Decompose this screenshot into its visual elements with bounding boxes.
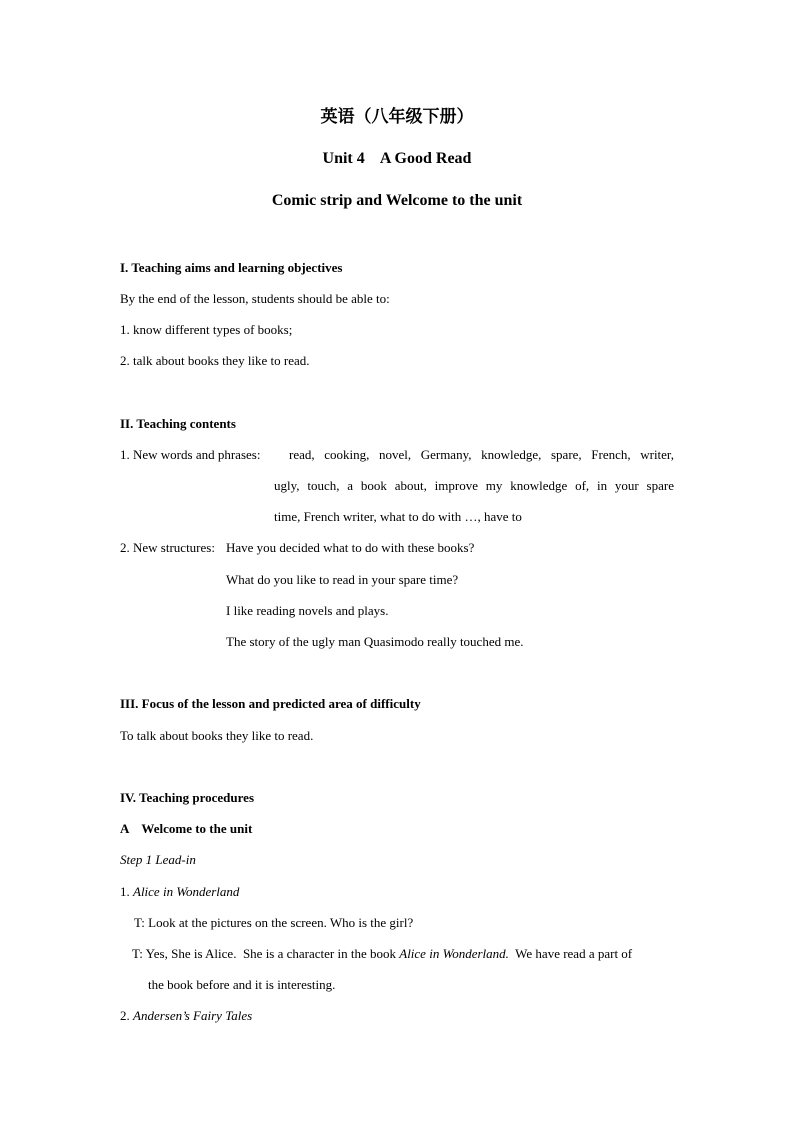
- procedure-item-2: [120, 1008, 252, 1024]
- step-title: Step 1 Lead-in: [120, 852, 196, 867]
- structure-sentence: The story of the ugly man Quasimodo really touched me.: [226, 634, 524, 649]
- new-words-label: 1. New words and phrases:: [120, 447, 261, 462]
- new-words-line: read, cooking, novel, Germany, knowledge, spare, French, writer,: [289, 447, 674, 462]
- section1-intro: By the end of the lesson, students should be able to:: [120, 291, 390, 306]
- teacher-line-continued: the book before and it is interesting.: [148, 977, 336, 992]
- new-words-line: time, French writer, what to do with …, have to: [274, 509, 522, 524]
- book-title: Alice in Wonderland.: [399, 946, 509, 961]
- section1-item: 1. know different types of books;: [120, 322, 293, 337]
- teacher-text: T: Yes, She is Alice. She is a character in the book: [132, 946, 400, 961]
- item-number: 1.: [120, 884, 133, 899]
- teacher-text: We have read a part of: [508, 946, 633, 961]
- section1-item: 2. talk about books they like to read.: [120, 353, 310, 368]
- section3-text: To talk about books they like to read.: [120, 728, 314, 743]
- section1-heading: I. Teaching aims and learning objectives: [120, 260, 343, 275]
- structure-sentence: I like reading novels and plays.: [226, 603, 389, 618]
- subject-title: 英语（八年级下册）: [320, 107, 474, 126]
- lesson-title: Comic strip and Welcome to the unit: [271, 192, 523, 209]
- book-title: Andersen’s Fairy Tales: [133, 1008, 253, 1023]
- item-number: 2.: [120, 1008, 133, 1023]
- structure-sentence: Have you decided what to do with these books?: [226, 540, 475, 555]
- section3-heading: III. Focus of the lesson and predicted area of difficulty: [120, 696, 421, 711]
- new-structures-label: 2. New structures:: [120, 540, 215, 555]
- section2-heading: II. Teaching contents: [120, 416, 236, 431]
- section4-subheading: A Welcome to the unit: [120, 821, 253, 836]
- unit-title: Unit 4 A Good Read: [322, 150, 472, 167]
- new-words-line: ugly, touch, a book about, improve my knowledge of, in your spare: [274, 478, 674, 493]
- book-title: Alice in Wonderland: [133, 884, 240, 899]
- section4-heading: IV. Teaching procedures: [120, 790, 255, 805]
- procedure-item-1: [120, 884, 239, 900]
- teacher-line: T: Look at the pictures on the screen. Who is the girl?: [134, 915, 414, 930]
- structure-sentence: What do you like to read in your spare time?: [226, 572, 459, 587]
- teacher-line: [132, 946, 632, 962]
